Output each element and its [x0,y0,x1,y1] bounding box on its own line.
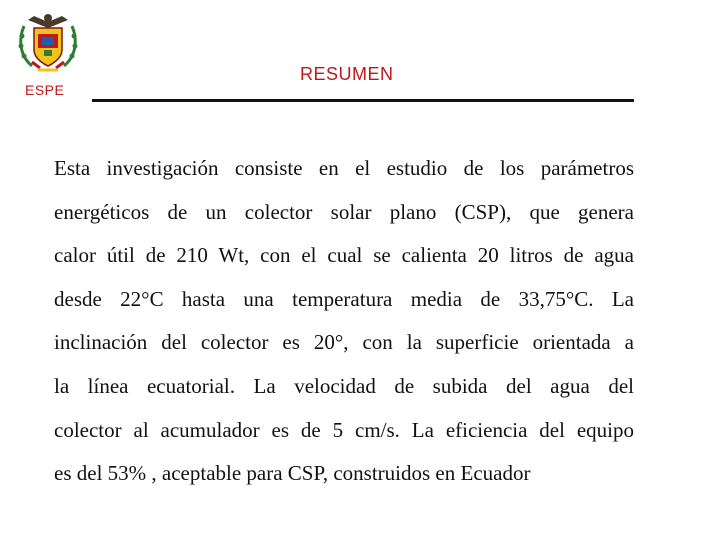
paragraph-line: Esta investigación consiste en el estudio de los parámetros [54,156,634,180]
paragraph-line: calor útil de 210 Wt, con el cual se calienta 20 litros de agua [54,243,634,268]
paragraph-line: colector al acumulador es de 5 cm/s. La eficiencia del equipo [54,417,634,442]
logo-label: ESPE [25,82,65,98]
paragraph-line: energéticos de un colector solar plano (CSP), que genera [54,199,634,224]
abstract-paragraph [54,147,634,496]
title-underline [92,99,634,102]
espe-logo [8,6,88,98]
paragraph-line: desde 22°C hasta una temperatura media de 33,75°C. La [54,286,634,311]
paragraph-line: es del 53% , aceptable para CSP, construidos en Ecuador [54,461,531,486]
paragraph-line: inclinación del colector es 20°, con la superficie orientada a [54,330,634,355]
page-title: RESUMEN [300,64,394,84]
espe-crest-icon [14,6,82,76]
paragraph-line: la línea ecuatorial. La velocidad de subida del agua del [54,373,634,398]
